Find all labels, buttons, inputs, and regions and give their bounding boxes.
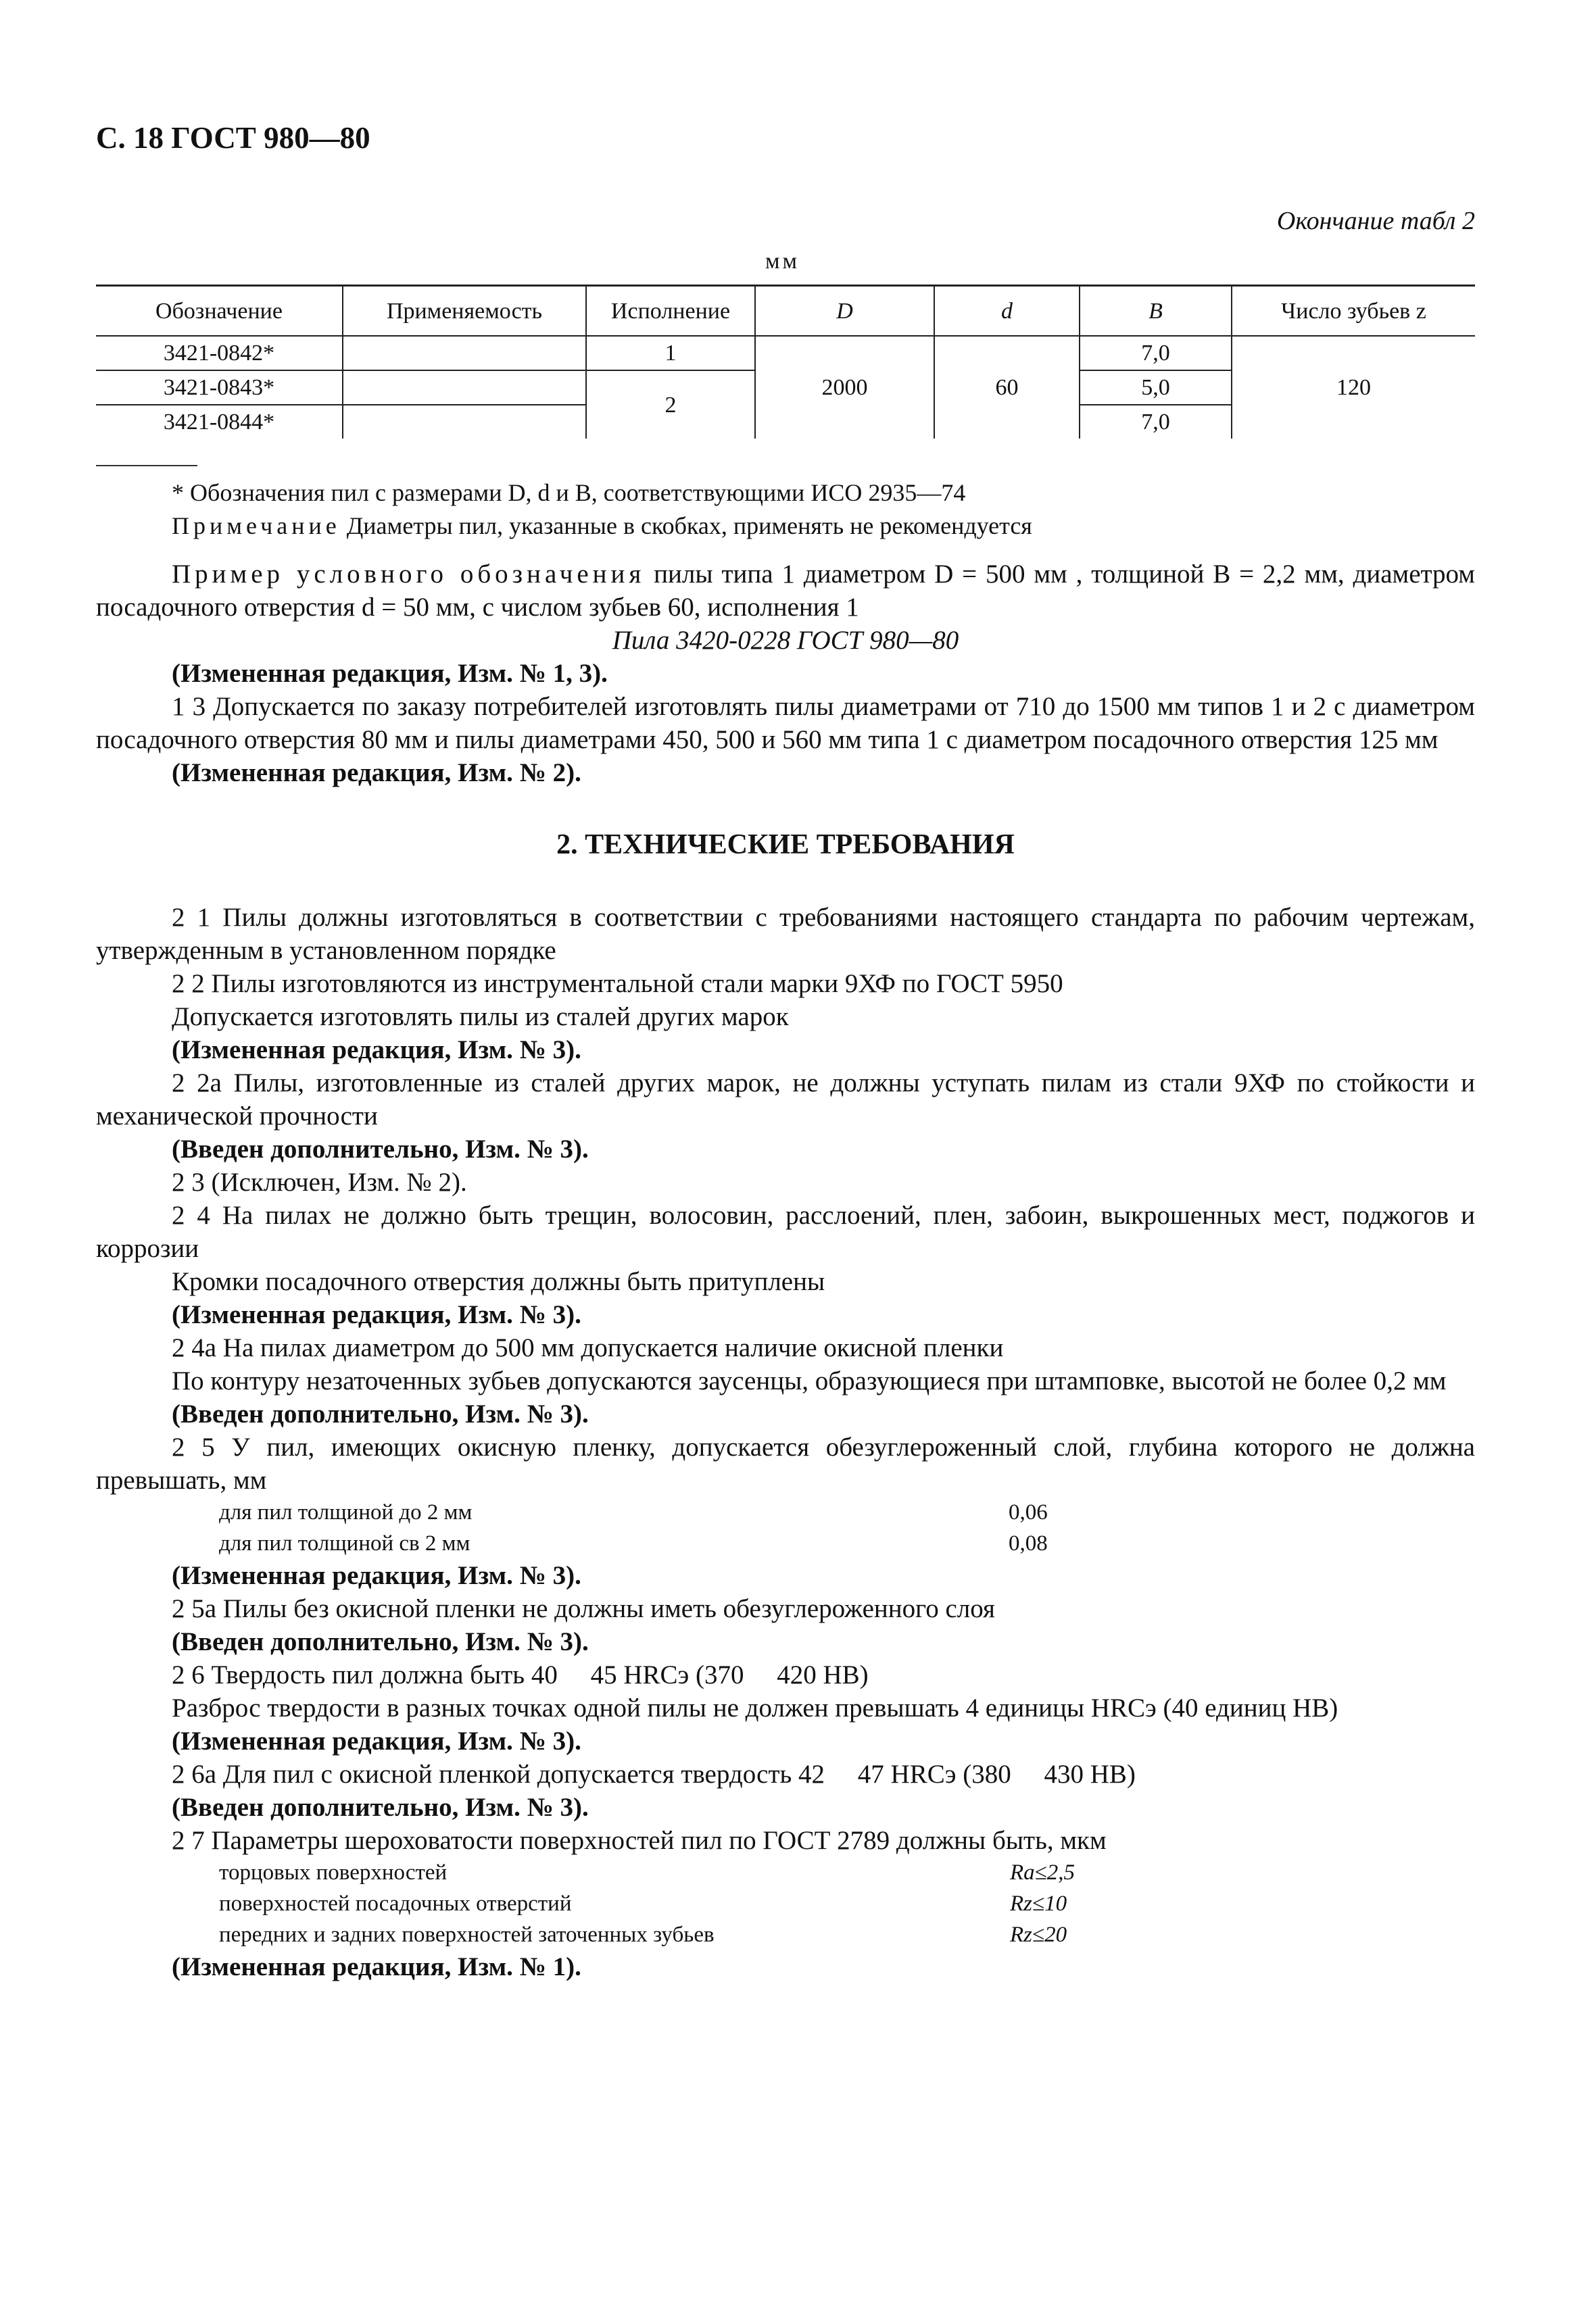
section-title: 2. ТЕХНИЧЕСКИЕ ТРЕБОВАНИЯ — [556, 829, 1015, 860]
table-header-row — [96, 286, 1475, 337]
list-item — [96, 1528, 1475, 1559]
table-cell: 2000 — [755, 336, 934, 439]
list-value: Rz≤10 — [1010, 1892, 1067, 1916]
clause-2-2-text: Допускается изготовлять пилы из сталей других марок — [172, 1002, 789, 1031]
table-row — [96, 336, 1475, 370]
list-value: 0,08 — [1009, 1531, 1048, 1556]
table-cell: 1 — [586, 336, 755, 370]
col-header: Исполнение — [586, 286, 755, 337]
list-label: торцовых поверхностей — [219, 1860, 448, 1885]
footnote: * Обозначения пил с размерами D, d и B, соответствующими ИСО 2935—74 — [172, 479, 966, 506]
list-item — [96, 1919, 1475, 1950]
spacer — [96, 789, 1475, 829]
clause-2-6-text: Разброс твердости в разных точках одной пилы не должен превышать 4 единицы HRCэ (40 единиц HB) — [172, 1693, 1338, 1723]
change-note: (Измененная редакция, Изм. № 3). — [172, 1727, 581, 1756]
table-cell: 60 — [934, 336, 1080, 439]
change-note: (Измененная редакция, Изм. № 3). — [172, 1035, 581, 1064]
clause-1-3: 1 3 Допускается по заказу потребителей изготовлять пилы диаметрами от 710 до 1500 мм типов 1 и 2 с диаметром посадочного отверстия 80 мм и пилы диаметрами 450, 500 и 560 мм типа 1 с диаметром посадочного отверстия 125 мм — [96, 692, 1475, 754]
spacer — [96, 862, 1475, 901]
added-note: (Введен дополнительно, Изм. № 3). — [172, 1793, 589, 1822]
clause-2-2a: 2 2а Пилы, изготовленные из сталей других марок, не должны уступать пилам из стали 9ХФ по стойкости и механической прочности — [96, 1068, 1475, 1131]
spacer — [96, 543, 1475, 558]
list-item — [96, 1857, 1475, 1888]
list-label: для пил толщиной до 2 мм — [219, 1500, 473, 1525]
unit-label: мм — [765, 249, 800, 274]
change-note: (Измененная редакция, Изм. № 2). — [172, 758, 581, 787]
example — [96, 558, 1475, 624]
list-label: для пил толщиной св 2 мм — [219, 1531, 470, 1556]
clause-2-7: 2 7 Параметры шероховатости поверхностей пил по ГОСТ 2789 должны быть, мкм — [172, 1826, 1107, 1855]
table-cell: 2 — [586, 370, 755, 439]
clause-2-4a-text: По контуру незаточенных зубьев допускаются заусенцы, образующиеся при штамповке, высотой не более 0,2 мм — [172, 1366, 1447, 1395]
clause-2-6a: 2 6а Для пил с окисной пленкой допускается твердость 42 47 HRCэ (380 430 HB) — [172, 1760, 1136, 1789]
clause-2-5: 2 5 У пил, имеющих окисную пленку, допускается обезуглероженный слой, глубина которого не должна превышать, мм — [96, 1433, 1475, 1495]
col-header: B — [1080, 286, 1232, 337]
clause-2-4: 2 4 На пилах не должно быть трещин, волосовин, расслоений, плен, забоин, выкрошенных мест, поджогов и коррозии — [96, 1201, 1475, 1263]
added-note: (Введен дополнительно, Изм. № 3). — [172, 1135, 589, 1164]
body-text — [96, 476, 1475, 1983]
list-item — [96, 1497, 1475, 1528]
table-cell: 5,0 — [1080, 370, 1232, 405]
col-header: d — [934, 286, 1080, 337]
clause-2-4a: 2 4а На пилах диаметром до 500 мм допускается наличие окисной пленки — [172, 1333, 1004, 1362]
list-value: 0,06 — [1009, 1500, 1048, 1525]
change-note: (Измененная редакция, Изм. № 3). — [172, 1300, 581, 1329]
note-label: Примечание — [172, 512, 341, 539]
example-label: Пример условного обозначения — [172, 560, 646, 589]
list-label: передних и задних поверхностей заточенных зубьев — [219, 1923, 715, 1947]
col-header: Обозначение — [96, 286, 343, 337]
table-cell: 3421-0843* — [96, 370, 343, 405]
clause-2-3: 2 3 (Исключен, Изм. № 2). — [172, 1168, 467, 1197]
table-cell — [343, 405, 586, 439]
saw-table — [96, 285, 1475, 439]
note-text: Диаметры пил, указанные в скобках, применять не рекомендуется — [340, 512, 1032, 539]
list-value: Rz≤20 — [1010, 1923, 1067, 1947]
footnote-divider — [96, 465, 197, 466]
table-cell: 3421-0842* — [96, 336, 343, 370]
list-value: Ra≤2,5 — [1010, 1860, 1075, 1885]
clause-2-5a: 2 5а Пилы без окисной пленки не должны иметь обезуглероженного слоя — [172, 1594, 995, 1623]
col-header: D — [755, 286, 934, 337]
table-cell — [343, 336, 586, 370]
table-cell: 7,0 — [1080, 405, 1232, 439]
clause-2-1: 2 1 Пилы должны изготовляться в соответствии с требованиями настоящего стандарта по рабочим чертежам, утвержденным в установленном порядке — [96, 903, 1475, 965]
list-label: поверхностей посадочных отверстий — [219, 1892, 572, 1916]
added-note: (Введен дополнительно, Изм. № 3). — [172, 1400, 589, 1429]
added-note: (Введен дополнительно, Изм. № 3). — [172, 1627, 589, 1656]
note — [96, 510, 1475, 543]
example-text: пилы типа 1 диаметром D = 500 мм , толщиной B = 2,2 мм, диаметром посадочного отверстия d = 50 мм, с числом зубьев 60, исполнения 1 — [96, 560, 1475, 622]
clause-2-4-text: Кромки посадочного отверстия должны быть притуплены — [172, 1267, 825, 1296]
table-cell: 3421-0844* — [163, 410, 275, 435]
clause-2-2: 2 2 Пилы изготовляются из инструментальной стали марки 9ХФ по ГОСТ 5950 — [172, 969, 1063, 998]
change-note: (Измененная редакция, Изм. № 1). — [172, 1952, 581, 1981]
col-header: Число зубьев z — [1232, 286, 1475, 337]
clause-2-6: 2 6 Твердость пил должна быть 40 45 HRCэ (370 420 HB) — [172, 1660, 869, 1689]
example-designation: Пила 3420-0228 ГОСТ 980—80 — [612, 626, 959, 655]
list-item — [96, 1888, 1475, 1919]
col-header: Применяемость — [343, 286, 586, 337]
change-note: (Измененная редакция, Изм. № 1, 3). — [172, 659, 608, 688]
table-cell: 120 — [1232, 336, 1475, 439]
page-header: С. 18 ГОСТ 980—80 — [96, 121, 370, 155]
table-caption: Окончание табл 2 — [1276, 207, 1475, 235]
change-note: (Измененная редакция, Изм. № 3). — [172, 1561, 581, 1590]
table-cell: 7,0 — [1080, 336, 1232, 370]
table-cell — [343, 370, 586, 405]
